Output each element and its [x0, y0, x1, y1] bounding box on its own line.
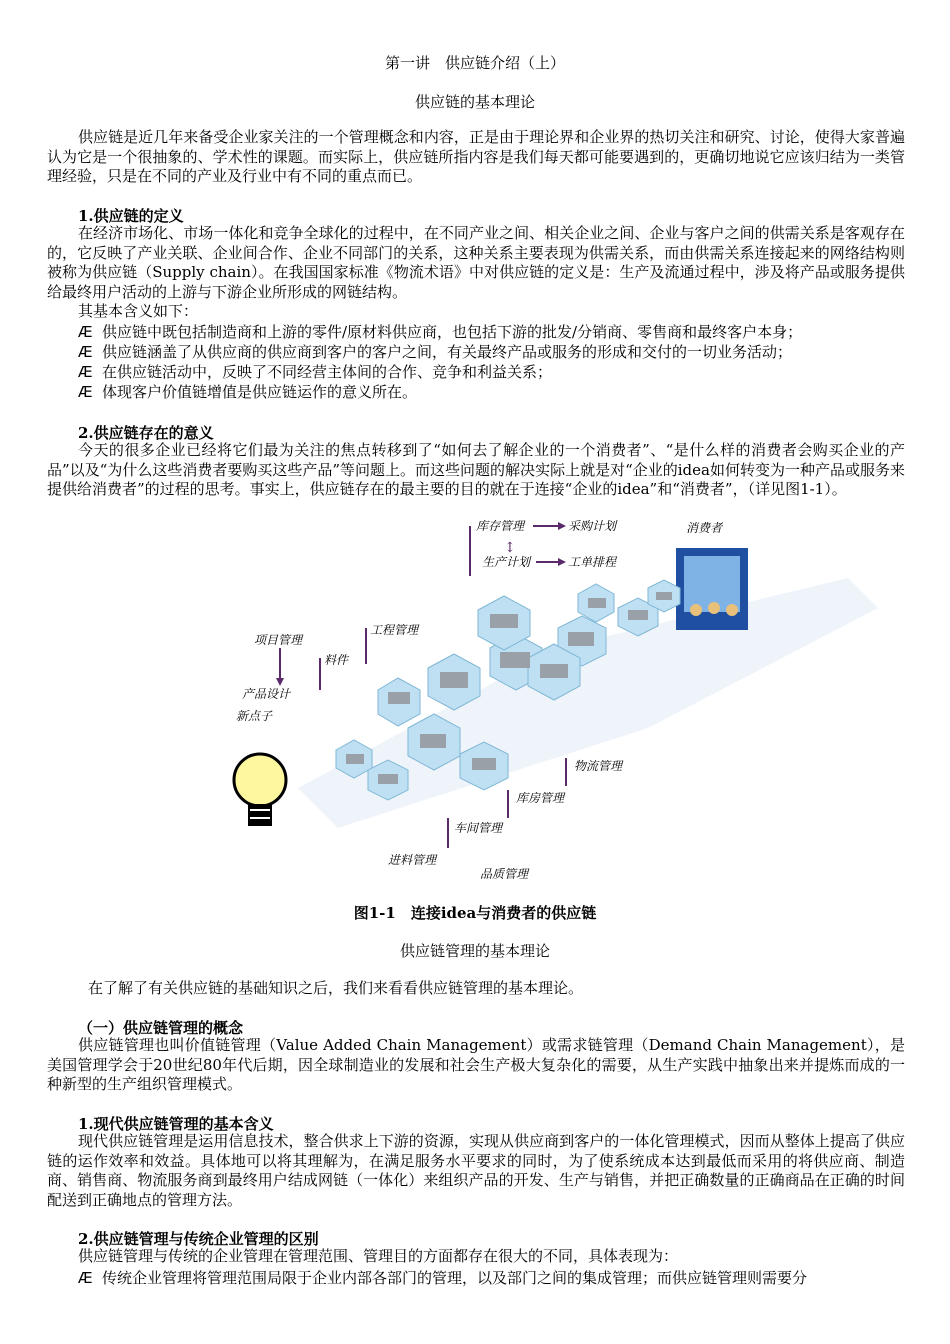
heading-scm-difference: 2.供应链管理与传统企业管理的区别: [78, 1230, 319, 1248]
warehouse-label: 库房管理: [516, 791, 565, 805]
scm-intro-paragraph: 在了解了有关供应链的基础知识之后，我们来看看供应链管理的基本理论。: [88, 979, 584, 997]
bullet-item: Æ 体现客户价值链增值是供应链运作的意义所在。: [78, 383, 418, 401]
heading-significance: 2.供应链存在的意义: [78, 424, 214, 442]
figure-caption: 图1-1 连接idea与消费者的供应链: [353, 904, 597, 922]
section-title-scm-theory: 供应链管理的基本理论: [399, 942, 550, 960]
logistics-label: 物流管理: [574, 759, 623, 773]
bullet-item: Æ 供应链涵盖了从供应商的供应商到客户的客户之间，有关最终产品或服务的形成和交付的一切业务活动；: [78, 343, 793, 361]
inventory-label: 库存管理: [476, 519, 525, 533]
bullet-item: Æ 供应链中既包括制造商和上游的零件/原材料供应商，也包括下游的批发/分销商、零售商和最终客户本身；: [78, 323, 803, 341]
heading-definition: 1.供应链的定义: [78, 207, 184, 225]
definition-paragraph: 在经济市场化、市场一体化和竞争全球化的过程中，在不同产业之间、相关企业之间、企业与客户之间的供需关系是客观存在的，它反映了产业关联、企业间合作、企业不同部门的关系，这种关系主要表现为供需关系，而由供需关系连接起来的网络结构则被称为供应链（Supply chain）。在我国国家标准《物流术语》中对供应链的定义是：生产及流通过程中，涉及将产品或服务提供给最终用户活动的上游与下游企业所形成的网链结构。: [47, 224, 905, 301]
meaning-intro: 其基本含义如下：: [78, 302, 199, 320]
scm-difference-paragraph: 供应链管理与传统的企业管理在管理范围、管理目的方面都存在很大的不同，具体表现为：: [78, 1247, 679, 1265]
quality-label: 品质管理: [480, 867, 529, 881]
bullet-item: Æ 传统企业管理将管理范围局限于企业内部各部门的管理，以及部门之间的集成管理；而供应链管理则需要分: [78, 1269, 808, 1287]
scm-concept-paragraph: 供应链管理也叫价值链管理（Value Added Chain Management）或需求链管理（Demand Chain Management），是美国管理学会于20世纪80年代后期，因全球制造业的发展和社会生产极大复杂化的需要，从生产实践中抽象出来并提炼而成的一种新型的生产组织管理模式。: [47, 1036, 905, 1093]
light-bulb-icon: [234, 754, 286, 826]
consumer-label: 消费者: [686, 521, 723, 535]
svg-text:↕: ↕: [504, 540, 516, 556]
production-label: 生产计划: [482, 555, 531, 569]
parts-label: 料件: [324, 653, 349, 667]
section-title-basic-theory: 供应链的基本理论: [414, 93, 535, 111]
incoming-label: 进料管理: [388, 853, 437, 867]
product-design-label: 产品设计: [242, 687, 291, 701]
significance-paragraph: 今天的很多企业已经将它们最为关注的焦点转移到了“如何去了解企业的一个消费者”、“是什么样的消费者会购买企业的产品”以及“为什么这些消费者要购买这些产品”等问题上。而这些问题的解决实际上就是对“企业的idea如何转变为一种产品或服务来提供给消费者”的过程的思考。事实上，供应链存在的最主要的目的就在于连接“企业的idea”和“消费者”，（详见图1-1）。: [47, 441, 905, 498]
workshop-label: 车间管理: [454, 821, 503, 835]
work-order-label: 工单排程: [568, 555, 617, 569]
purchase-label: 采购计划: [568, 519, 617, 533]
project-label: 项目管理: [254, 633, 303, 647]
heading-scm-concept: （一）供应链管理的概念: [78, 1019, 244, 1037]
modern-scm-paragraph: 现代供应链管理是运用信息技术，整合供求上下游的资源，实现从供应商到客户的一体化管理模式，因而从整体上提高了供应链的运作效率和效益。具体地可以将其理解为，在满足服务水平要求的同时，为了使系统成本达到最低而采用的将供应商、制造商、销售商、物流服务商到最终用户结成网链（一体化）来组织产品的开发、生产与销售，并把正确数量的正确商品在正确的时间配送到正确地点的管理方法。: [47, 1132, 905, 1209]
intro-paragraph: 供应链是近几年来备受企业家关注的一个管理概念和内容，正是由于理论界和企业界的热切关注和研究、讨论，使得大家普遍认为它是一个很抽象的、学术性的课题。而实际上，供应链所指内容是我们每天都可能要遇到的，更确切地说它应该归结为一类管理经验，只是在不同的产业及行业中有不同的重点而已。: [47, 128, 905, 185]
bullet-item: Æ 在供应链活动中，反映了不同经营主体间的合作、竞争和利益关系；: [78, 363, 553, 381]
heading-modern-scm: 1.现代供应链管理的基本含义: [78, 1115, 274, 1133]
engineering-label: 工程管理: [370, 623, 419, 637]
supply-chain-illustration: [228, 518, 928, 890]
new-idea-label: 新点子: [236, 709, 273, 723]
lecture-title: 第一讲 供应链介绍（上）: [384, 54, 565, 72]
